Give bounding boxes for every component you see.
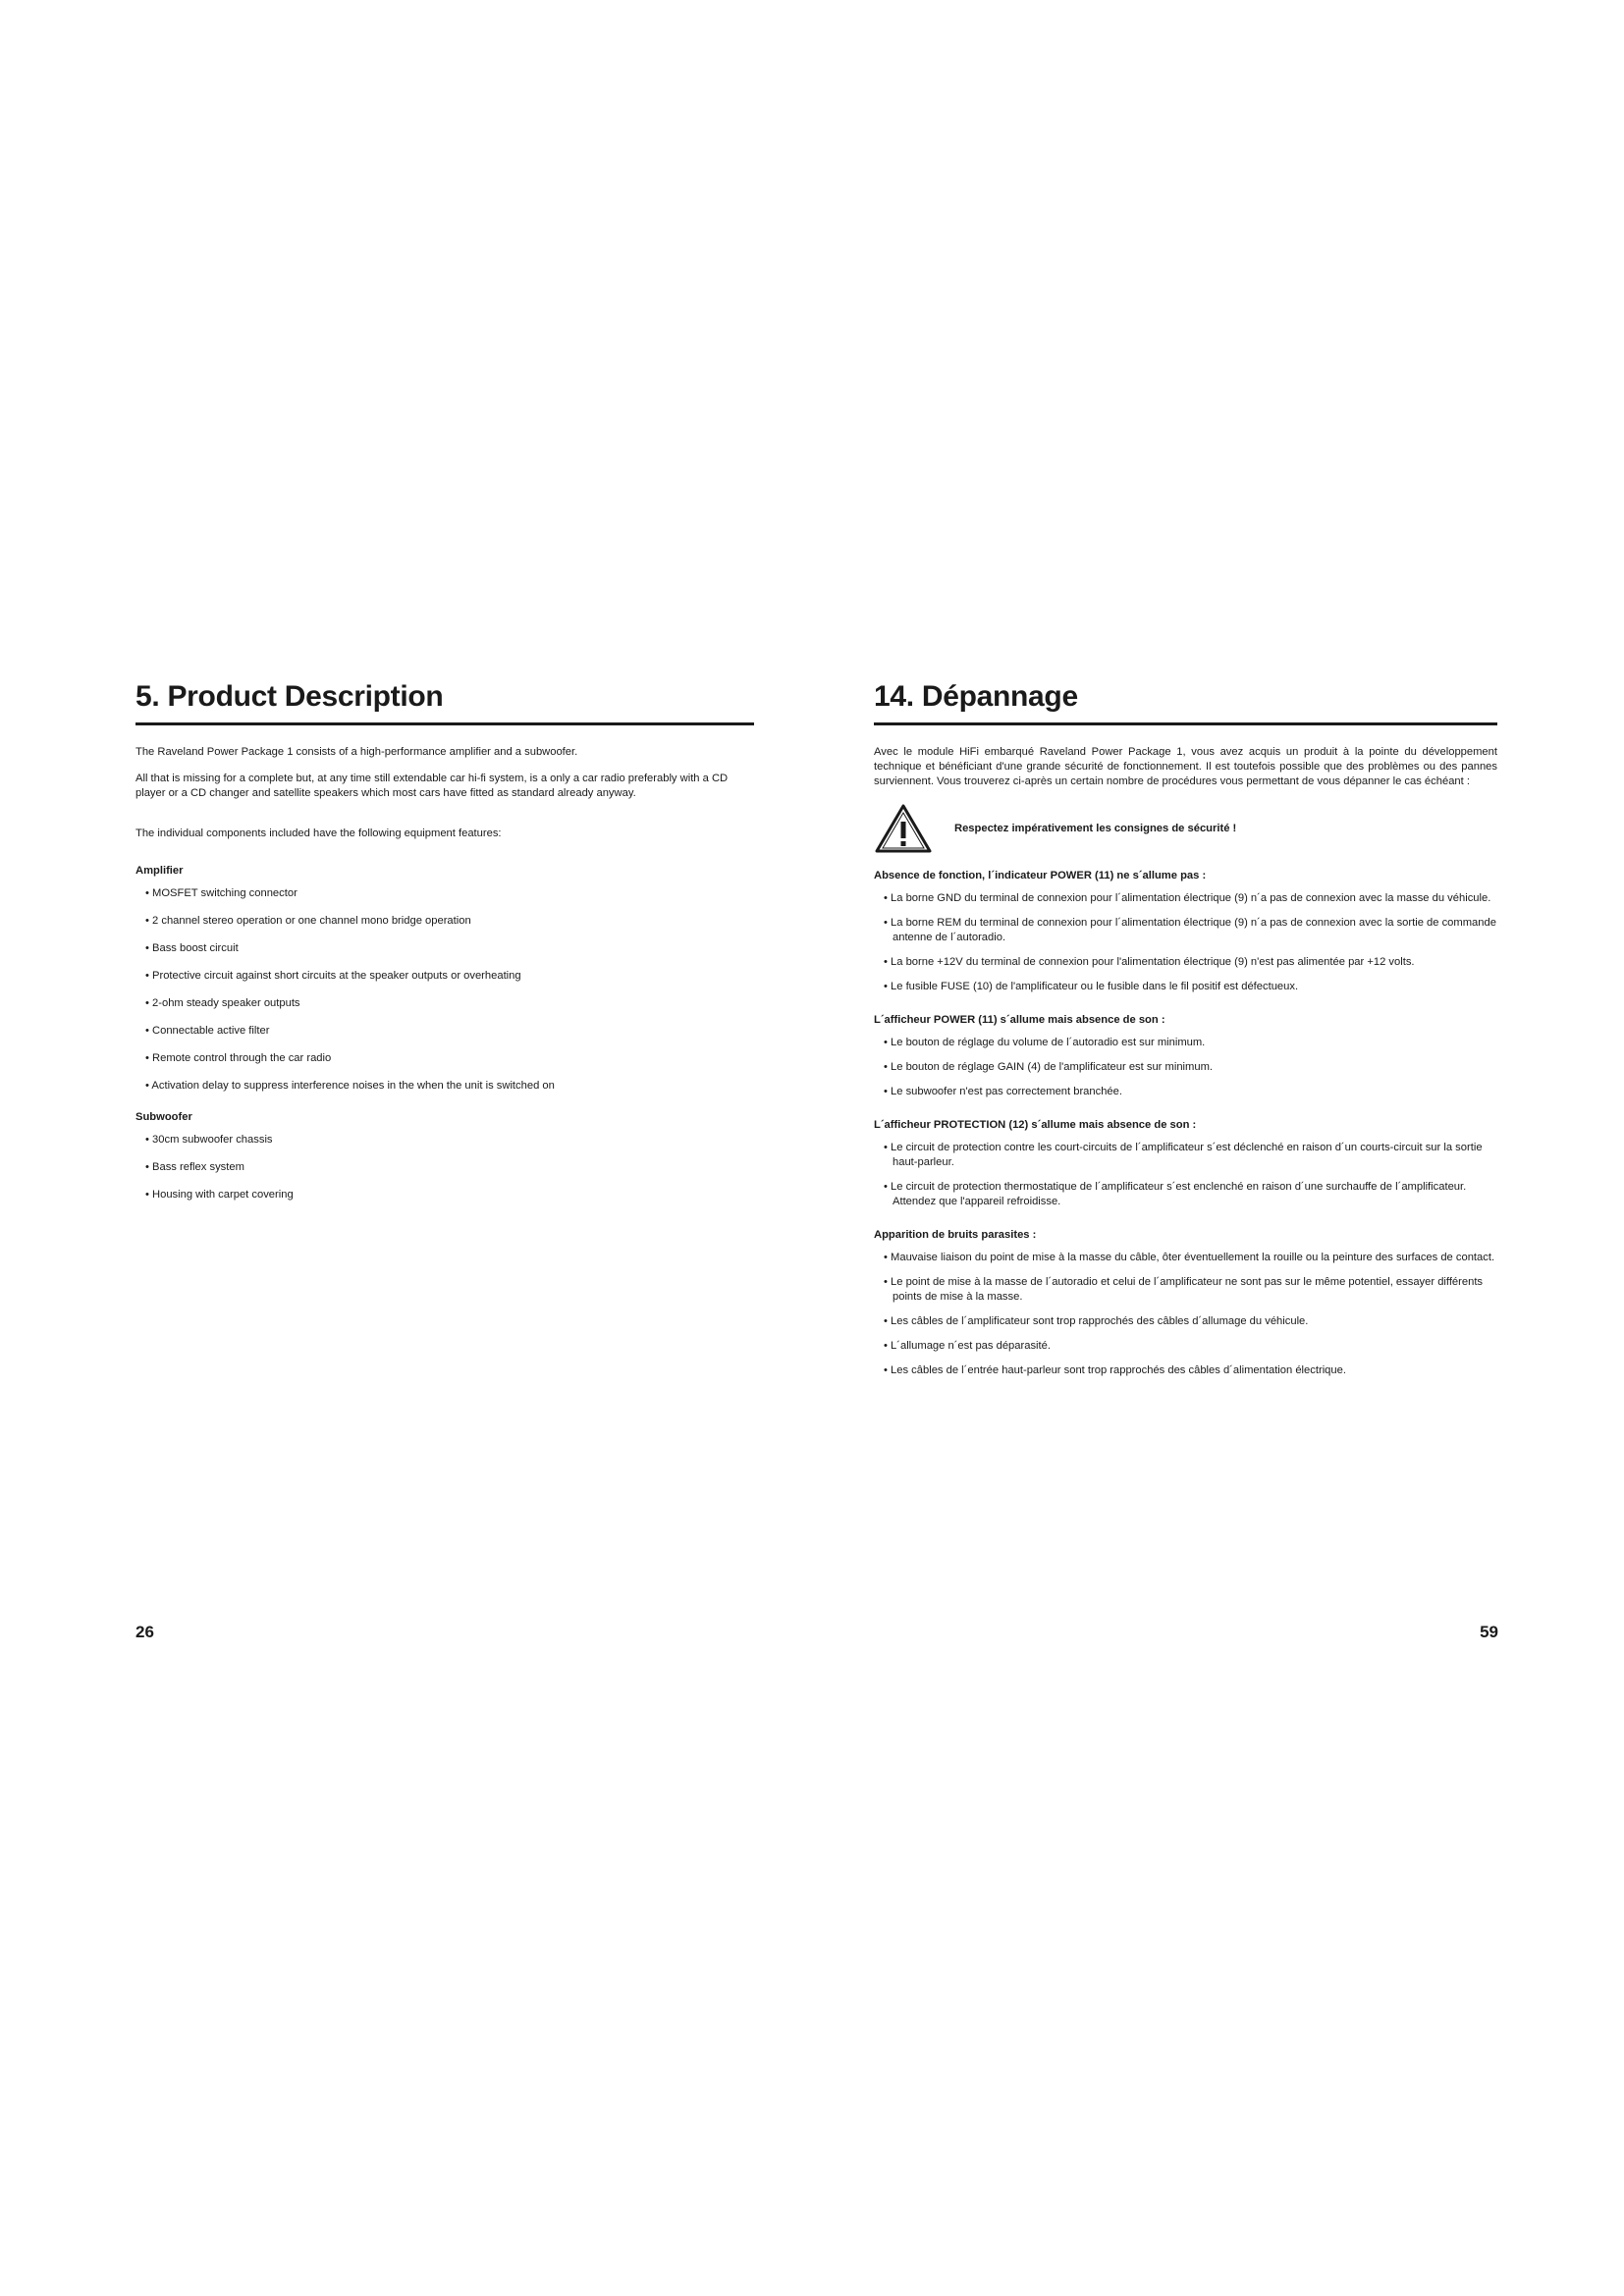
heading-rule	[874, 722, 1497, 725]
list-item: • Connectable active filter	[145, 1025, 270, 1037]
list-item: • 2-ohm steady speaker outputs	[145, 997, 300, 1009]
list-item: • Le point de mise à la masse de l´autoradio et celui de l´amplificateur ne sont pas sur le même potentiel, essayer différents points de mise à la masse.	[884, 1276, 1484, 1303]
list-item: • La borne +12V du terminal de connexion pour l'alimentation électrique (9) n'est pas alimentée par +12 volts.	[884, 956, 1415, 968]
page-number-right: 59	[1480, 1623, 1498, 1641]
protection-list	[874, 1141, 1497, 1209]
features-intro-paragraph: The individual components included have the following equipment features:	[135, 828, 502, 839]
warning-triangle-icon	[874, 803, 933, 854]
list-item: • Activation delay to suppress interference noises in the when the unit is switched on	[145, 1080, 555, 1092]
intro-paragraph: The Raveland Power Package 1 consists of a high-performance amplifier and a subwoofer.	[135, 746, 578, 758]
subwoofer-feature-list	[135, 1133, 754, 1202]
list-item: • Le fusible FUSE (10) de l'amplificateur ou le fusible dans le fil positif est défectueux.	[884, 981, 1299, 992]
page-number-left: 26	[135, 1623, 154, 1641]
left-page	[135, 677, 754, 1215]
intro-paragraph: Avec le module HiFi embarqué Raveland Power Package 1, vous avez acquis un produit à la pointe du développement technique et bénéficiant d'une grande sécurité de fonctionnement. Il est toutefois possible que des problèmes ou des pannes surviennent. Vous trouverez ci-après un certain nombre de procédures vous permettant de vous dépanner le cas échéant :	[874, 746, 1497, 787]
list-item: • Les câbles de l´amplificateur sont trop rapprochés des câbles d´allumage du véhicule.	[884, 1315, 1309, 1327]
list-item: • L´allumage n´est pas déparasité.	[884, 1340, 1051, 1352]
list-item: • Mauvaise liaison du point de mise à la masse du câble, ôter éventuellement la rouille ou la peinture des surfaces de contact.	[884, 1252, 1495, 1263]
amplifier-feature-list	[135, 886, 754, 1094]
list-item: • Remote control through the car radio	[145, 1052, 332, 1064]
list-item: • La borne REM du terminal de connexion pour l´alimentation électrique (9) n´a pas de connexion avec la sortie de commande antenne de l´autoradio.	[884, 917, 1496, 943]
left-page-heading: 5. Product Description	[135, 680, 444, 713]
heading-rule	[135, 722, 754, 725]
noise-list	[874, 1251, 1497, 1378]
safety-warning-text: Respectez impérativement les consignes de sécurité !	[954, 823, 1237, 834]
list-item: • La borne GND du terminal de connexion pour l´alimentation électrique (9) n´a pas de connexion avec la masse du véhicule.	[884, 892, 1491, 904]
system-paragraph: All that is missing for a complete but, at any time still extendable car hi-fi system, is a only a car radio preferably with a CD player or a CD changer and satellite speakers which most cars have fitted as standard already anyway.	[135, 773, 729, 799]
list-item: • Le circuit de protection contre les court-circuits de l´amplificateur s´est déclenché en raison d´un courts-circuit sur la sortie haut-parleur.	[884, 1142, 1483, 1168]
list-item: • 2 channel stereo operation or one channel mono bridge operation	[145, 915, 471, 927]
list-item: • Le bouton de réglage GAIN (4) de l'amplificateur est sur minimum.	[884, 1061, 1213, 1073]
section-title-power-no-sound: L´afficheur POWER (11) s´allume mais absence de son :	[874, 1014, 1165, 1026]
section-title-protection: L´afficheur PROTECTION (12) s´allume mais absence de son :	[874, 1119, 1197, 1131]
section-title-no-power: Absence de fonction, l´indicateur POWER (11) ne s´allume pas :	[874, 870, 1207, 881]
list-item: • Bass reflex system	[145, 1161, 244, 1173]
list-item: • Le subwoofer n'est pas correctement branchée.	[884, 1086, 1122, 1097]
list-item: • MOSFET switching connector	[145, 887, 298, 899]
subwoofer-subheading: Subwoofer	[135, 1111, 192, 1123]
list-item: • Le circuit de protection thermostatique de l´amplificateur s´est enclenché en raison d´une surchauffe de l´amplificateur. Attendez que l'appareil refroidisse.	[884, 1181, 1467, 1207]
list-item: • Housing with carpet covering	[145, 1189, 294, 1201]
list-item: • 30cm subwoofer chassis	[145, 1134, 273, 1146]
right-page-heading: 14. Dépannage	[874, 680, 1078, 713]
section-title-noise: Apparition de bruits parasites :	[874, 1229, 1037, 1241]
list-item: • Le bouton de réglage du volume de l´autoradio est sur minimum.	[884, 1037, 1206, 1048]
right-page	[874, 677, 1497, 1378]
safety-warning	[874, 803, 1497, 854]
no-power-list	[874, 891, 1497, 994]
list-item: • Protective circuit against short circuits at the speaker outputs or overheating	[145, 970, 521, 982]
power-no-sound-list	[874, 1036, 1497, 1099]
list-item: • Bass boost circuit	[145, 942, 239, 954]
amplifier-subheading: Amplifier	[135, 865, 184, 877]
list-item: • Les câbles de l´entrée haut-parleur sont trop rapprochés des câbles d´alimentation électrique.	[884, 1364, 1346, 1376]
